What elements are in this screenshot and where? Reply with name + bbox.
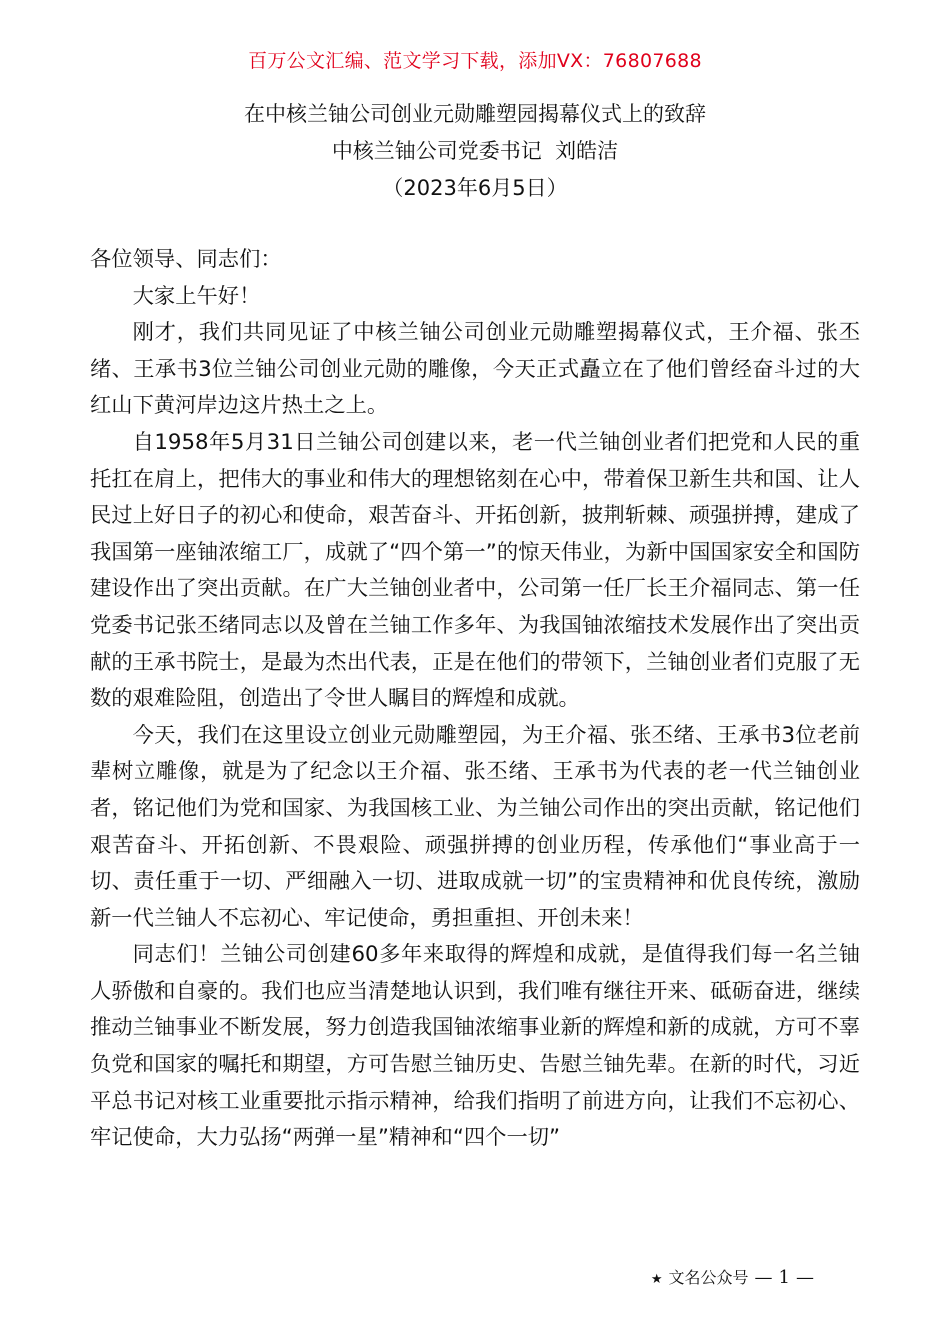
title-block [0,96,950,207]
dash-left: — [754,1267,773,1288]
page-footer [651,1265,820,1288]
paragraph-call-to-action: 同志们！兰铀公司创建60多年来取得的辉煌和成就，是值得我们每一名兰铀人骄傲和自豪的。我们也应当清楚地认识到，我们唯有继往开来、砥砺奋进，继续推动兰铀事业不断发展，努力创造我国铀浓缩事业新的辉煌和新的成就，方可不辜负党和国家的嘱托和期望，方可告慰兰铀历史、告慰兰铀先辈。在新的时代，习近平总书记对核工业重要批示指示精神，给我们指明了前进方向，让我们不忘初心、牢记使命，大力弘扬“两弹一星”精神和“四个一切” [90,942,860,1151]
salutation: 各位领导、同志们： [90,247,282,272]
document-author: 中核兰铀公司党委书记 刘皓洁 [331,139,619,163]
paragraph-purpose: 今天，我们在这里设立创业元勋雕塑园，为王介福、张丕绪、王承书3位老前辈树立雕像，就是为了纪念以王介福、张丕绪、王承书为代表的老一代兰铀创业者，铭记他们为党和国家、为我国核工业、为兰铀公司作出的突出贡献，铭记他们艰苦奋斗、开拓创新、不畏艰险、顽强拼搏的创业历程，传承他们“事业高于一切、责任重于一切、严细融入一切、进取成就一切”的宝贵精神和优良传统，激励新一代兰铀人不忘初心、牢记使命，勇担重担、开创未来！ [90,722,860,931]
paragraph-history: 自1958年5月31日兰铀公司创建以来，老一代兰铀创业者们把党和人民的重托扛在肩上，把伟大的事业和伟大的理想铭刻在心中，带着保卫新生共和国、让人民过上好日子的初心和使命，艰苦奋斗、开拓创新，披荆斩棘、顽强拼搏，建成了我国第一座铀浓缩工厂，成就了“四个第一”的惊天伟业，为新中国国家安全和国防建设作出了突出贡献。在广大兰铀创业者中，公司第一任厂长王介福同志、第一任党委书记张丕绪同志以及曾在兰铀工作多年、为我国铀浓缩技术发展作出了突出贡献的王承书院士，是最为杰出代表，正是在他们的带领下，兰铀创业者们克服了无数的艰难险阻，创造出了令世人瞩目的辉煌和成就。 [90,429,860,712]
dash-right: — [796,1267,814,1288]
promo-banner: 百万公文汇编、范文学习下载，添加VX：76807688 [248,50,702,72]
document-date: （2023年6月5日） [382,176,568,200]
document-title: 在中核兰铀公司创业元勋雕塑园揭幕仪式上的致辞 [244,102,706,126]
footer-label: 文名公众号 [668,1268,749,1287]
speech-body [90,242,860,1157]
paragraph-unveiling: 刚才，我们共同见证了中核兰铀公司创业元勋雕塑揭幕仪式，王介福、张丕绪、王承书3位兰铀公司创业元勋的雕像，今天正式矗立在了他们曾经奋斗过的大红山下黄河岸边这片热土之上。 [90,320,860,419]
page-number: 1 [778,1267,790,1288]
star-icon: ★ [650,1272,663,1287]
paragraph-greeting: 大家上午好！ [132,283,261,309]
